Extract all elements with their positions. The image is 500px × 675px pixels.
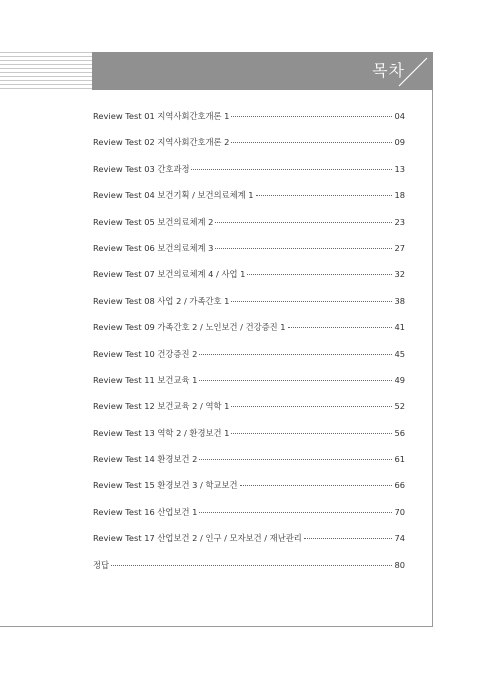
toc-entry-page: 49 [394, 374, 405, 385]
toc-entry[interactable] [93, 242, 405, 268]
toc-leader-dots [231, 405, 392, 407]
toc-entry-label: Review Test 13 역학 2 / 환경보건 1 [93, 427, 230, 438]
toc-entry[interactable] [93, 348, 405, 374]
toc-list [93, 110, 405, 585]
toc-entry-page: 70 [394, 506, 405, 517]
toc-leader-dots [231, 115, 392, 117]
toc-entry[interactable] [93, 268, 405, 294]
toc-entry-page: 32 [394, 269, 405, 280]
toc-leader-dots [191, 168, 392, 170]
toc-entry-label: 정답 [93, 559, 110, 570]
page-title: 목차 [372, 61, 405, 80]
toc-leader-dots [247, 273, 392, 275]
toc-entry-label: Review Test 12 보건교육 2 / 역학 1 [93, 401, 230, 412]
toc-entry-page: 04 [394, 111, 405, 121]
toc-entry[interactable] [93, 427, 405, 453]
toc-entry[interactable] [93, 189, 405, 215]
toc-entry[interactable] [93, 506, 405, 532]
toc-entry-label: Review Test 17 산업보건 2 / 인구 / 모자보건 / 재난관리 [93, 533, 302, 544]
toc-leader-dots [288, 326, 393, 328]
toc-entry[interactable] [93, 216, 405, 242]
toc-entry[interactable] [93, 532, 405, 558]
toc-leader-dots [199, 511, 392, 513]
toc-entry-label: Review Test 15 환경보건 3 / 학교보건 [93, 480, 238, 491]
toc-entry[interactable] [93, 321, 405, 347]
slash-decoration-icon [393, 52, 433, 90]
toc-entry-page: 56 [394, 427, 405, 438]
toc-entry[interactable] [93, 559, 405, 585]
toc-entry-label: Review Test 07 보건의료체계 4 / 사업 1 [93, 269, 246, 280]
toc-entry-page: 74 [394, 533, 405, 544]
toc-entry[interactable] [93, 163, 405, 189]
toc-leader-dots [199, 353, 392, 355]
toc-entry-label: Review Test 09 가족간호 2 / 노인보건 / 건강증진 1 [93, 322, 286, 333]
toc-entry[interactable] [93, 136, 405, 162]
toc-entry-label: Review Test 11 보건교육 1 [93, 374, 198, 385]
toc-entry-page: 41 [394, 322, 405, 333]
toc-entry-label: Review Test 03 간호과정 [93, 163, 190, 174]
toc-entry-label: Review Test 06 보건의료체계 3 [93, 242, 214, 253]
toc-entry[interactable] [93, 374, 405, 400]
toc-entry-page: 18 [394, 190, 405, 201]
toc-entry-label: Review Test 16 산업보건 1 [93, 506, 198, 517]
toc-leader-dots [111, 564, 392, 566]
toc-entry-label: Review Test 04 보건기획 / 보건의료체계 1 [93, 190, 254, 201]
toc-entry-page: 38 [394, 295, 405, 306]
toc-entry-page: 80 [394, 559, 405, 570]
toc-entry-page: 13 [394, 163, 405, 174]
toc-leader-dots [199, 458, 392, 460]
toc-entry[interactable] [93, 479, 405, 505]
toc-entry-label: Review Test 08 사업 2 / 가족간호 1 [93, 295, 230, 306]
header-bar [92, 52, 433, 90]
toc-leader-dots [231, 432, 392, 434]
toc-entry-label: Review Test 02 지역사회간호개론 2 [93, 137, 230, 148]
toc-entry-label: Review Test 01 지역사회간호개론 1 [93, 111, 230, 121]
toc-leader-dots [256, 194, 393, 196]
toc-entry-page: 23 [394, 216, 405, 227]
toc-leader-dots [215, 221, 392, 223]
toc-leader-dots [215, 247, 392, 249]
toc-entry-page: 45 [394, 348, 405, 359]
toc-entry[interactable] [93, 110, 405, 136]
toc-entry[interactable] [93, 453, 405, 479]
toc-entry-label: Review Test 05 보건의료체계 2 [93, 216, 214, 227]
toc-leader-dots [240, 484, 393, 486]
toc-leader-dots [199, 379, 392, 381]
toc-entry[interactable] [93, 400, 405, 426]
toc-entry-page: 61 [394, 454, 405, 465]
toc-entry-label: Review Test 10 건강증진 2 [93, 348, 198, 359]
toc-entry-page: 27 [394, 242, 405, 253]
toc-entry-page: 52 [394, 401, 405, 412]
toc-entry-page: 66 [394, 480, 405, 491]
toc-entry-page: 09 [394, 137, 405, 148]
header-stripes [0, 52, 92, 90]
toc-entry-label: Review Test 14 환경보건 2 [93, 454, 198, 465]
toc-entry[interactable] [93, 295, 405, 321]
toc-leader-dots [231, 300, 392, 302]
toc-leader-dots [231, 141, 392, 143]
toc-leader-dots [304, 537, 393, 539]
